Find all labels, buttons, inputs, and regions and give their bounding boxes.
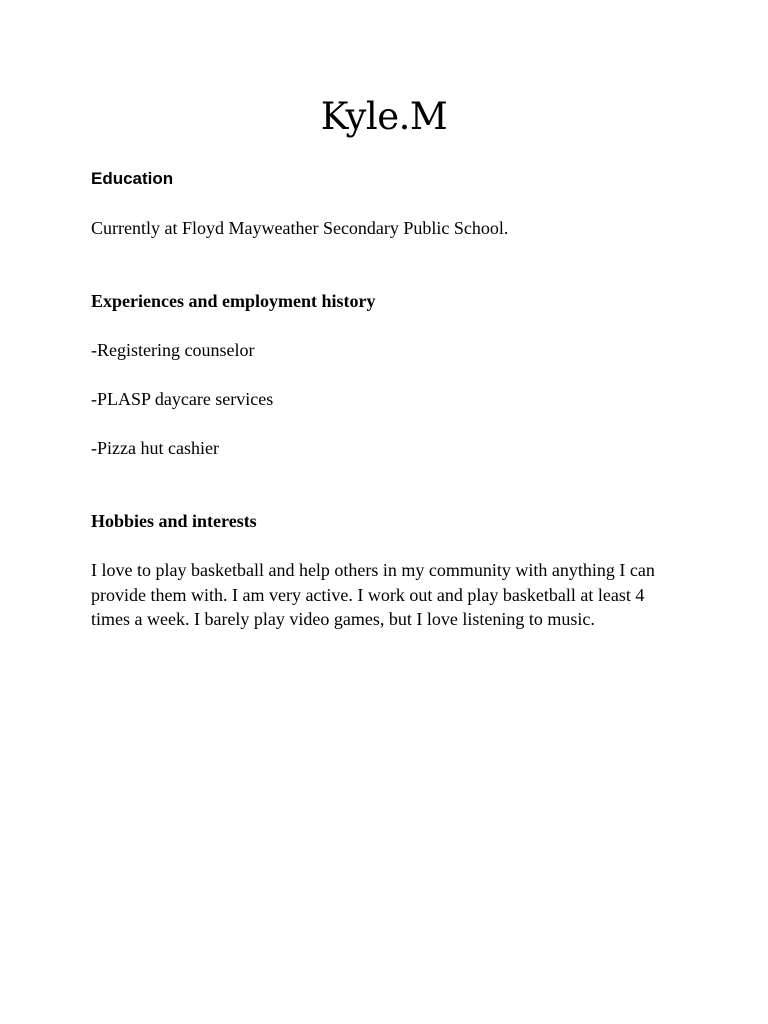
education-text: Currently at Floyd Mayweather Secondary Public School. — [91, 218, 509, 238]
hobbies-heading: Hobbies and interests — [91, 511, 257, 531]
experience-item-plasp: -PLASP daycare services — [91, 389, 274, 409]
hobbies-line-2: provide them with. I am very active. I work out and play basketball at least 4 — [91, 584, 645, 605]
page-title: Kyle.M — [320, 95, 448, 138]
experience-heading: Experiences and employment history — [91, 291, 376, 311]
hobbies-line-1: I love to play basketball and help others in my community with anything I can — [91, 560, 655, 580]
experience-item-registering: -Registering counselor — [91, 340, 255, 360]
education-heading: Education — [91, 169, 174, 188]
experience-item-pizza-hut: -Pizza hut cashier — [91, 438, 219, 458]
hobbies-line-3: times a week. I barely play video games, but I love listening to music. — [91, 609, 595, 629]
